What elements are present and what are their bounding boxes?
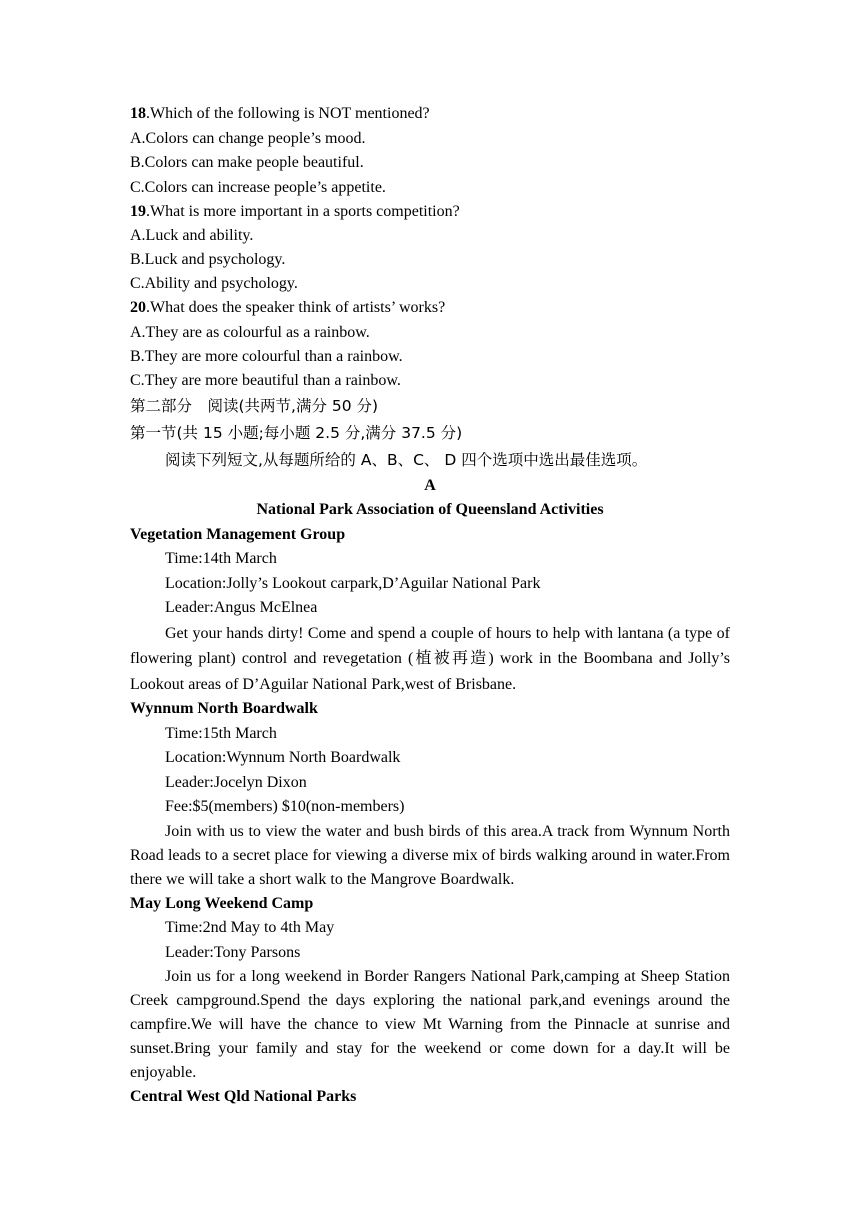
question-20 [130,296,730,321]
option-a: A.Luck and ability. [130,227,254,244]
activity-leader: Leader:Jocelyn Dixon [165,773,307,791]
option-c: C.Colors can increase people’s appetite. [130,178,386,196]
activity-title: May Long Weekend Camp [130,894,314,912]
passage-title: National Park Association of Queensland Activities [256,501,604,518]
question-19 [130,200,730,224]
section-heading: 第一节(共 15 小题;每小题 2.5 分,满分 37.5 分) [130,423,463,442]
option-b: B.They are more colourful than a rainbow. [130,347,403,365]
activity-description: Get your hands dirty! Come and spend a couple of hours to help with lantana (a type of flowering plant) control and revegetation (植被再造) work in the Boombana and Jolly’s Lookout areas of D’Aguilar National Park,west of Brisbane. [130,624,730,693]
question-text: .What does the speaker think of artists’ works? [146,299,446,316]
option-c: C.Ability and psychology. [130,275,298,292]
activity-time: Time:14th March [165,550,277,567]
option-b: B.Luck and psychology. [130,251,286,268]
question-number: 20 [130,299,146,316]
activity-leader: Leader:Tony Parsons [165,943,301,961]
question-text: .Which of the following is NOT mentioned? [146,105,430,122]
part-heading: 第二部分 阅读(共两节,满分 50 分) [130,396,379,415]
option-a: A.They are as colourful as a rainbow. [130,323,370,341]
activity-title: Wynnum North Boardwalk [130,700,318,717]
activity-description: Join with us to view the water and bush birds of this area.A track from Wynnum North Road leads to a secret place for viewing a diverse mix of birds walking around in water.From there we will take a short walk to the Mangrove Boardwalk. [130,822,730,888]
activity-time: Time:15th March [165,724,277,742]
activity-fee: Fee:$5(members) $10(non-members) [165,798,405,815]
option-b: B.Colors can make people beautiful. [130,154,364,171]
activity-location: Location:Wynnum North Boardwalk [165,749,401,766]
activity-title: Vegetation Management Group [130,525,346,543]
passage-letter: A [424,476,436,494]
question-text: .What is more important in a sports competition? [146,203,460,220]
activity-title: Central West Qld National Parks [130,1088,357,1105]
question-number: 18 [130,105,146,122]
question-18 [130,102,730,127]
activity-leader: Leader:Angus McElnea [165,599,318,616]
activity-location: Location:Jolly’s Lookout carpark,D’Aguilar National Park [165,574,541,592]
instructions: 阅读下列短文,从每题所给的 A、B、C、 D 四个选项中选出最佳选项。 [165,450,648,469]
activity-time: Time:2nd May to 4th May [165,919,335,936]
question-number: 19 [130,203,146,220]
option-a: A.Colors can change people’s mood. [130,129,366,147]
activity-description: Join us for a long weekend in Border Rangers National Park,camping at Sheep Station Creek campground.Spend the days exploring the national park,and evenings around the campfire.We will have the chance to view Mt Warning from the Pinnacle at sunrise and sunset.Bring your family and stay for the weekend or come down for a day.It will be enjoyable. [130,968,730,1081]
option-c: C.They are more beautiful than a rainbow. [130,371,401,389]
document-page [130,102,730,1110]
